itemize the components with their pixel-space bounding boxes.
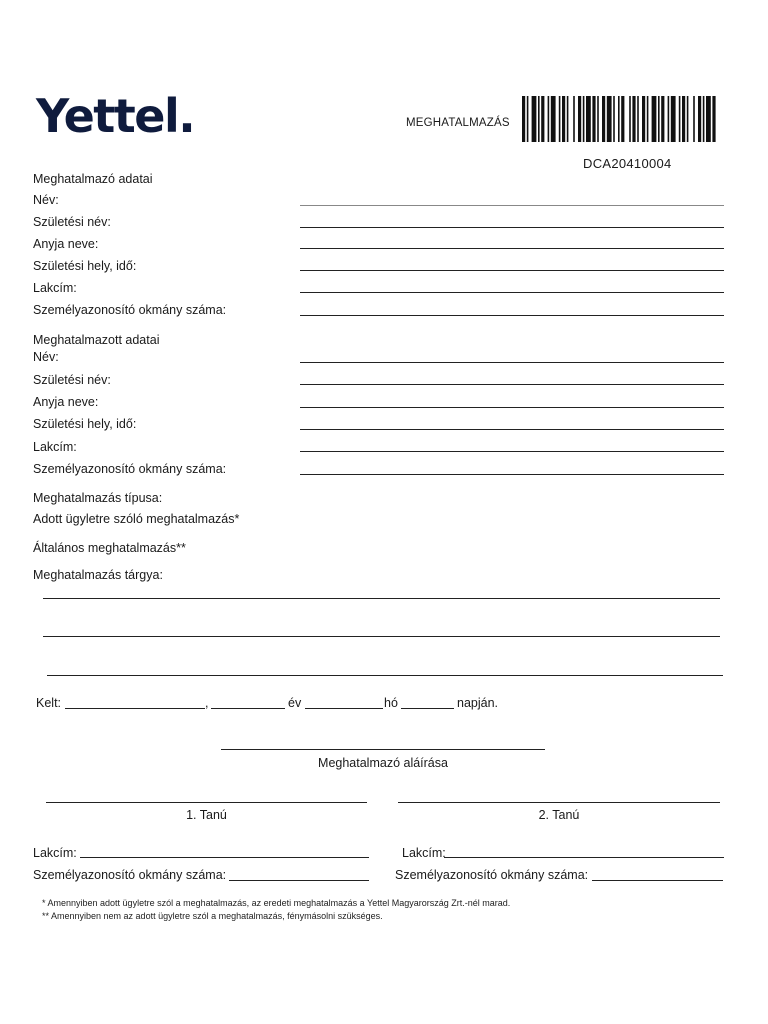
document-code: DCA20410004 (583, 156, 672, 171)
principal-birthplace-field[interactable] (300, 270, 724, 271)
document-title: MEGHATALMAZÁS (406, 117, 510, 129)
principal-signature-field[interactable] (221, 749, 545, 750)
kelt-place-field[interactable] (65, 708, 205, 709)
principal-mothername-field[interactable] (300, 248, 724, 249)
agent-birthname-label: Születési név: (33, 373, 111, 387)
agent-birthplace-field[interactable] (300, 429, 724, 430)
witness2-label: 2. Tanú (538, 808, 580, 822)
day-field[interactable] (401, 708, 454, 709)
authorization-option-specific[interactable]: Adott ügyletre szóló meghatalmazás* (33, 512, 240, 526)
agent-id-label: Személyazonosító okmány száma: (33, 462, 227, 476)
principal-birthname-label: Születési név: (33, 215, 111, 229)
footnote-1: * Amennyiben adott ügyletre szól a meghatalmazás, az eredeti meghatalmazás a Yettel Magyarország Zrt.-nél marad. (42, 898, 511, 908)
witness2-signature-field[interactable] (398, 802, 720, 803)
yettel-logo: Yettel. (36, 89, 195, 143)
principal-id-label: Személyazonosító okmány száma: (33, 303, 227, 317)
subject-line-1[interactable] (43, 598, 720, 599)
witness1-signature-field[interactable] (46, 802, 367, 803)
authorization-option-general[interactable]: Általános meghatalmazás** (33, 541, 186, 555)
agent-birthplace-label: Születési hely, idő: (33, 417, 137, 431)
witness2-address-label: Lakcím: (402, 846, 446, 860)
agent-name-label: Név: (33, 350, 59, 364)
principal-mothername-label: Anyja neve: (33, 237, 99, 251)
witness1-id-field[interactable] (229, 880, 369, 881)
witness2-id-field[interactable] (592, 880, 723, 881)
subject-line-2[interactable] (43, 636, 720, 637)
principal-birthplace-label: Születési hely, idő: (33, 259, 137, 273)
month-label: hó (384, 696, 398, 710)
authorization-type-label: Meghatalmazás típusa: (33, 491, 163, 505)
kelt-label: Kelt: (36, 696, 62, 710)
agent-birthname-field[interactable] (300, 384, 724, 385)
agent-section-title: Meghatalmazott adatai (33, 333, 160, 347)
year-label: év (288, 696, 302, 710)
barcode-image (522, 96, 716, 142)
principal-id-field[interactable] (300, 315, 724, 316)
year-field[interactable] (211, 708, 285, 709)
principal-address-label: Lakcím: (33, 281, 77, 295)
agent-address-field[interactable] (300, 451, 724, 452)
agent-id-field[interactable] (300, 474, 724, 475)
witness2-id-label: Személyazonosító okmány száma: (395, 868, 589, 882)
agent-mothername-label: Anyja neve: (33, 395, 99, 409)
month-field[interactable] (305, 708, 383, 709)
witness2-address-field[interactable] (444, 857, 724, 858)
agent-address-label: Lakcím: (33, 440, 77, 454)
agent-name-field[interactable] (300, 362, 724, 363)
witness1-address-label: Lakcím: (33, 846, 77, 860)
kelt-comma: , (205, 696, 209, 710)
witness1-id-label: Személyazonosító okmány száma: (33, 868, 227, 882)
principal-name-label: Név: (33, 193, 59, 207)
day-label: napján. (457, 696, 499, 710)
witness1-address-field[interactable] (80, 857, 369, 858)
agent-mothername-field[interactable] (300, 407, 724, 408)
authorization-subject-label: Meghatalmazás tárgya: (33, 568, 163, 582)
principal-birthname-field[interactable] (300, 227, 724, 228)
witness1-label: 1. Tanú (186, 808, 227, 822)
principal-signature-label: Meghatalmazó aláírása (318, 756, 448, 770)
principal-address-field[interactable] (300, 292, 724, 293)
principal-section-title: Meghatalmazó adatai (33, 172, 153, 186)
subject-line-3[interactable] (47, 675, 723, 676)
principal-name-field[interactable] (300, 205, 724, 206)
footnote-2: ** Amennyiben nem az adott ügyletre szól a meghatalmazás, fénymásolni szükséges. (42, 911, 383, 921)
